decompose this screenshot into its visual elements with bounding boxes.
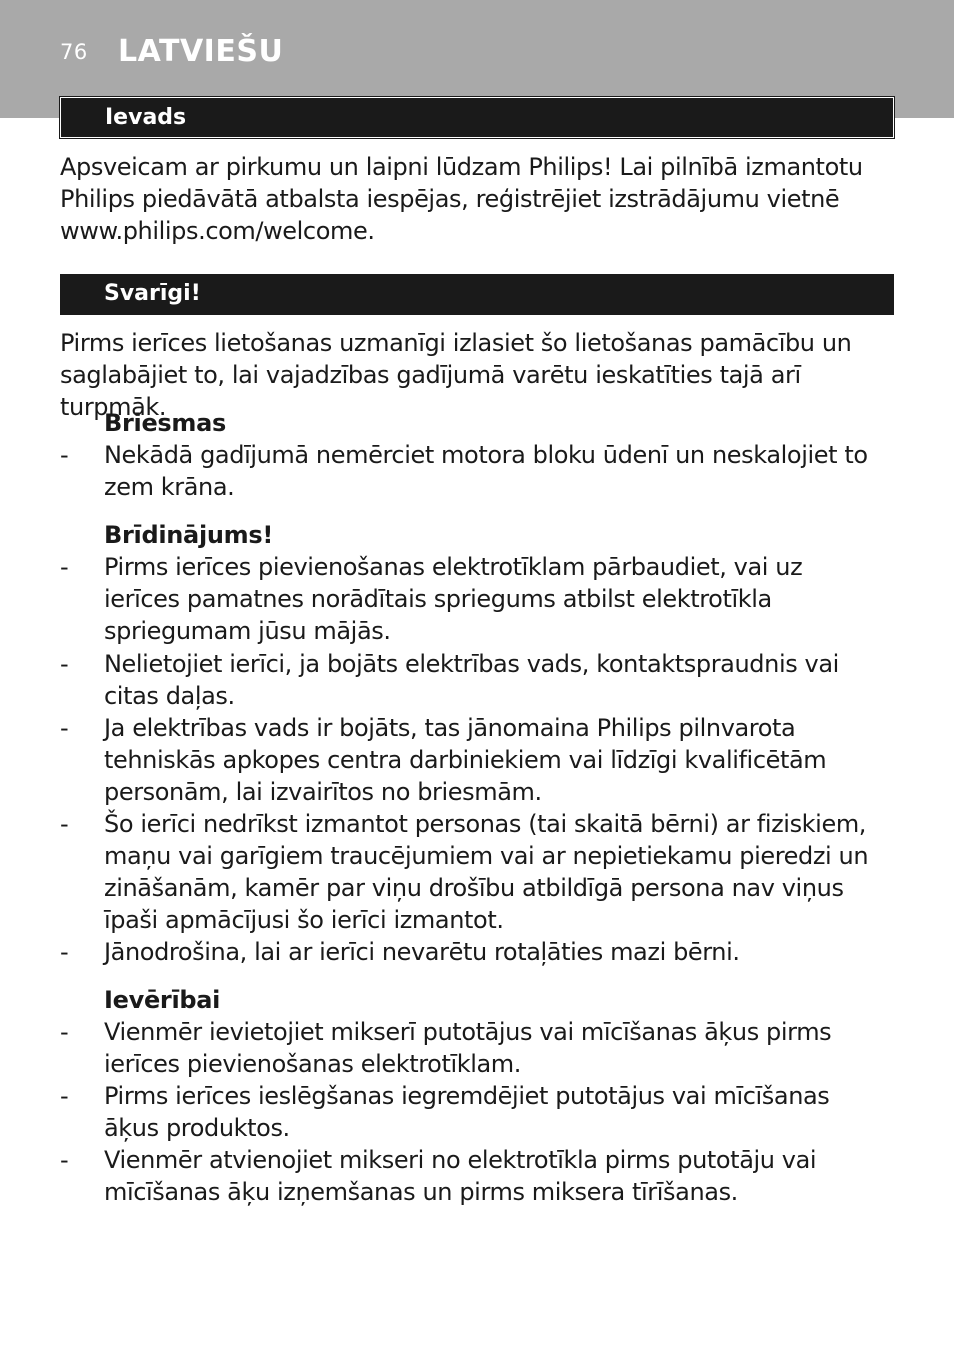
section-heading-important: Svarīgi! [104,281,201,306]
bullet-dash: - [60,441,69,469]
section-bar-important [60,274,894,315]
list-item-text: Vienmēr ievietojiet mikserī putotājus vai mīcīšanas āķus pirms ierīces pievienošanas elektrotīklam. [104,1018,832,1078]
list-item [60,712,880,808]
language-title: LATVIEŠU [118,34,284,69]
list-item [60,439,880,503]
list-item-text: Vienmēr atvienojiet mikseri no elektrotīkla pirms putotāju vai mīcīšanas āķu izņemšanas un pirms miksera tīrīšanas. [104,1146,817,1206]
list-item-text: Šo ierīci nedrīkst izmantot personas (tai skaitā bērni) ar fiziskiem, maņu vai garīgiem traucējumiem vai ar nepietiekamu pieredzi un zināšanām, kamēr par viņu drošību atbildīgā persona nav viņus īpaši apmācījusi šo ierīci izmantot. [104,810,869,934]
bullet-dash: - [60,1082,69,1110]
list-item [60,648,880,712]
section-heading-intro: Ievads [105,105,187,130]
bullet-dash: - [60,1018,69,1046]
list-item-text: Nekādā gadījumā nemērciet motora bloku ūdenī un neskalojiet to zem krāna. [104,441,868,501]
bullet-dash: - [60,810,69,838]
bullet-dash: - [60,1146,69,1174]
important-paragraph: Pirms ierīces lietošanas uzmanīgi izlasiet šo lietošanas pamācību un saglabājiet to, lai vajadzības gadījumā varētu ieskatīties tajā arī turpmāk. [60,329,852,421]
bullet-dash: - [60,938,69,966]
bullet-dash: - [60,553,69,581]
danger-heading: Briesmas [104,409,227,437]
page-number: 76 [60,40,88,64]
list-item [60,1016,880,1080]
intro-paragraph: Apsveicam ar pirkumu un laipni lūdzam Philips! Lai pilnībā izmantotu Philips piedāvātā atbalsta iespējas, reģistrējiet izstrādājumu vietnē www.philips.com/welcome. [60,153,863,245]
caution-heading: Ievērībai [104,986,221,1014]
list-item-text: Pirms ierīces ieslēgšanas iegremdējiet putotājus vai mīcīšanas āķus produktos. [104,1082,830,1142]
list-item [60,808,880,936]
bullet-dash: - [60,714,69,742]
list-item [60,1080,880,1144]
warning-heading: Brīdinājums! [104,521,273,549]
list-item [60,551,880,647]
list-item [60,936,880,968]
list-item-text: Pirms ierīces pievienošanas elektrotīklam pārbaudiet, vai uz ierīces pamatnes norādītais spriegums atbilst elektrotīkla spriegumam jūsu mājās. [104,553,803,645]
list-item-text: Ja elektrības vads ir bojāts, tas jānomaina Philips pilnvarota tehniskās apkopes centra darbiniekiem vai līdzīgi kvalificētām personām, lai izvairītos no briesmām. [104,714,827,806]
bullet-dash: - [60,650,69,678]
list-item-text: Nelietojiet ierīci, ja bojāts elektrības vads, kontaktspraudnis vai citas daļas. [104,650,839,710]
list-item [60,1144,880,1208]
list-item-text: Jānodrošina, lai ar ierīci nevarētu rotaļāties mazi bērni. [104,938,740,966]
section-bar-intro [60,97,894,138]
